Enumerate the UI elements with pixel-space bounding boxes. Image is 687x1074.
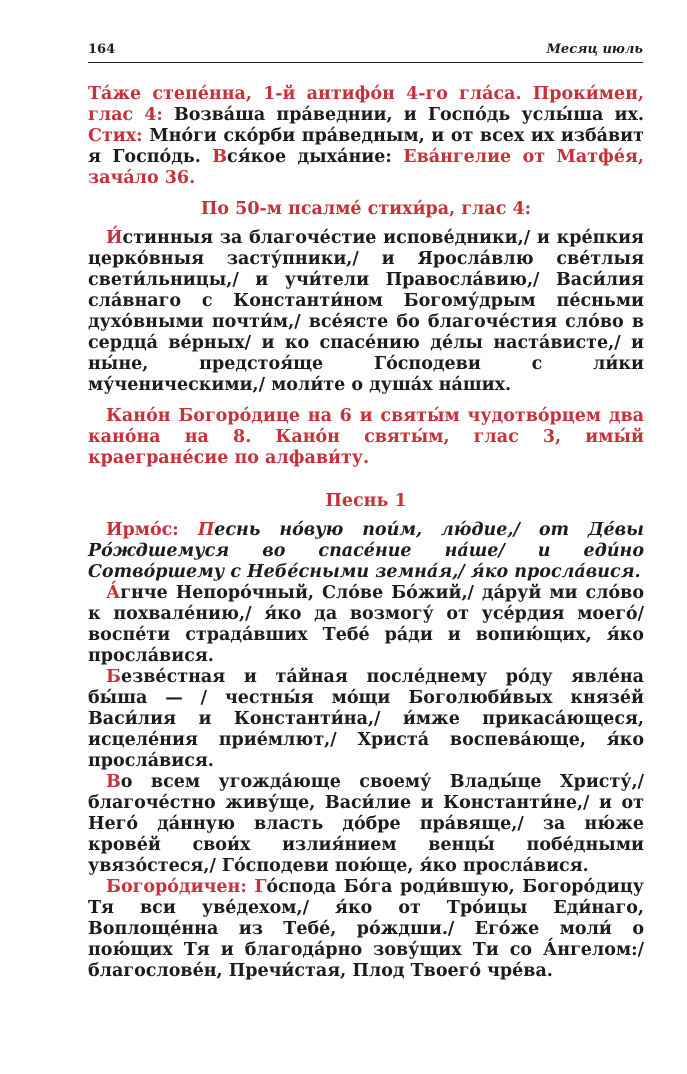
sticheron-text: стинныя за благоче́стие испове́дники,/ и кре́пкия церко́вныя засту́пники,/ и Яросла́влю све́тлыя свети́льницы,/ и учи́тели Правосла́вию,/ Васи́лия сла́внаго с Константи́ном Богому́дрым пе́сньми духо́вными почти́м,/ все́ясте бо благоче́стия сло́во в сердца́ ве́рных/ и ко спасе́нию де́лы наста́висте,/ и ны́не, предстоя́ще Го́сподеви с ли́ки му́ченическими,/ моли́те о душа́х на́ших. [88,228,644,395]
gospel-rubric: Ева́нгелие от Матфе́я, зача́ло 36. [88,147,644,188]
prokeimenon-text: Возва́ша пра́веднии, и Госпо́дь услы́ша их. [162,105,644,125]
troparion-initial: Б [106,667,121,687]
sticheron [88,228,644,396]
theotokion-text: о́спода Бо́га роди́вшую, Богоро́дицу Тя вси уве́дехом,/ я́ко от Тро́ицы Еди́наго, Воплоще́нна из Тебе́, ро́ждши./ Его́же моли́ о пою́щих Тя и благода́рно зову́щих Ти со А́нгелом:/ благослове́н, Пречи́стая, Плод Твоего́ чре́ва. [88,877,644,981]
irmos-initial: П [178,520,215,540]
troparion-text: гнче Непоро́чный, Сло́ве Бо́жий,/ да́руй ми сло́во к похвале́нию,/ я́ко да возмогу́ от усе́рдия моего́/ воспе́ти страда́вших Тебе́ ра́ди и вопию́щих, я́ко просла́вися. [88,583,644,666]
stichera-heading: По 50-м псалме́ стихи́ра, глас 4: [200,199,532,219]
stih-text: Мно́ги ско́рби пра́ведным, и от всех их изба́вит я Госпо́дь. [88,126,644,167]
irmos [88,520,644,583]
stih-label: Стих: [88,126,143,146]
theotokion-label: Богоро́дичен: [106,877,247,897]
troparion [88,772,644,877]
intro-rubric: Та́же степе́нна, 1-й антифо́н 4-го гла́са. Проки́мен, глас 4: [88,84,644,125]
page-header [88,38,643,63]
theotokion [88,877,644,982]
troparion-initial: В [106,772,121,792]
troparion [88,667,644,772]
vs-text: ся́кое дыха́ние: [227,147,404,167]
irmos-text: еснь но́вую пои́м, лю́дие,/ от Де́вы Ро́ждшемуся во спасе́ние на́ше/ и еди́но Сотво́ршему с Небе́сными земна́я,/ я́ко просла́вися. [88,520,644,582]
theotokion-initial: Г [246,877,267,897]
running-title: Месяц июль [546,42,643,57]
page-number: 164 [88,42,116,57]
irmos-label: Ирмо́с: [106,520,179,540]
troparion [88,583,644,667]
troparion-initial: А́ [106,583,121,603]
troparion-text: езве́стная и та́йная после́днему ро́ду явле́на бы́ша — / честны́я мо́щи Боголюби́вых князе́й Васи́лия и Константи́на,/ и́мже прикаса́ющеся, исцеле́ния прие́млют,/ Христа́ воспева́юще, я́ко просла́вися. [88,667,644,771]
vs-initial: В [212,147,228,167]
song-heading: Песнь 1 [325,491,407,511]
page-text [88,84,644,982]
sticheron-initial: И́ [106,228,123,248]
intro-paragraph [88,84,644,189]
kanon-rubric: Кано́н Богоро́дице на 6 и святы́м чудотво́рцем два кано́на на 8. Кано́н святы́м, глас 3, имы́й краегране́сие по алфави́ту. [88,406,644,468]
troparion-text: о всем угожда́юще своему́ Влады́це Христу́,/ благоче́стно живу́ще, Васи́лие и Константи́не,/ и от Него́ да́нную власть до́бре пра́вяще,/ за ню́же крове́й свои́х излия́нием венцы́ побе́дными увязо́стеся,/ Го́сподеви пою́ще, я́ко просла́вися. [88,772,644,876]
